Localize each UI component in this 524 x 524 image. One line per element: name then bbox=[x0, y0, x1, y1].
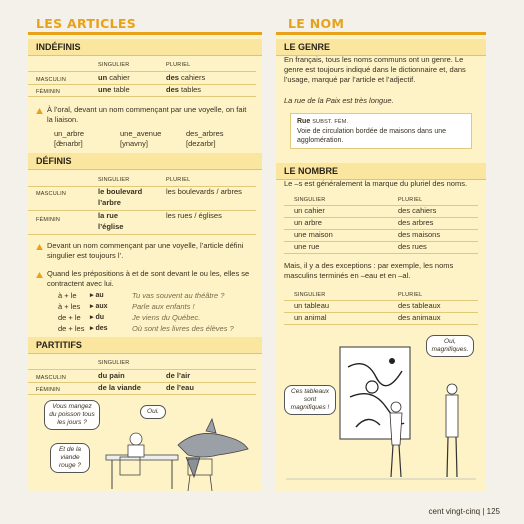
nombre-plur-4: des rues bbox=[398, 242, 427, 251]
part-label-masc: MASCULIN bbox=[36, 375, 67, 381]
articles-panel bbox=[28, 32, 262, 492]
contraction-ex-3: Je viens du Québec. bbox=[132, 313, 201, 322]
nombre-exceptions: Mais, il y a des exceptions : par exemple, les noms masculins terminés en –eau et en –al. bbox=[284, 261, 454, 280]
indef-label-fem: FÉMININ bbox=[36, 89, 61, 95]
def-col-sing: SINGULIER bbox=[98, 177, 130, 183]
contraction-ex-1: Tu vas souvent au théâtre ? bbox=[132, 291, 225, 300]
contraction-left-2: à + les bbox=[58, 302, 81, 311]
indef-masc-plur: des cahiers bbox=[166, 73, 206, 82]
genre-example: La rue de la Paix est très longue. bbox=[284, 96, 394, 105]
def-fem-plur: les rues / églises bbox=[166, 211, 222, 220]
nombre-sing-4: une rue bbox=[294, 242, 320, 251]
contraction-res-1: ▸ au bbox=[90, 292, 104, 299]
liaison-phon-3: [dezarbr] bbox=[186, 139, 216, 148]
liaison-word-1: un_arbre bbox=[54, 129, 85, 138]
contraction-res-2: ▸ aux bbox=[90, 303, 108, 310]
liaison-word-2: une_avenue bbox=[120, 129, 162, 138]
contraction-res-4: ▸ des bbox=[90, 325, 108, 332]
bubble-tableaux: Ces tableaux sont magnifiques ! bbox=[284, 385, 336, 415]
def-masc-sing2: l’arbre bbox=[98, 198, 121, 207]
page-footer: cent vingt-cinq | 125 bbox=[428, 507, 500, 516]
bubble-answer: Oui. bbox=[140, 405, 166, 419]
def-label-fem: FÉMININ bbox=[36, 217, 61, 223]
bubble-question-2: Et de la viande rouge ? bbox=[50, 443, 90, 473]
liaison-phon-2: [ynavny] bbox=[120, 139, 148, 148]
def-fem-sing1: la rue bbox=[98, 211, 119, 220]
part-fem-a: de la viande bbox=[98, 383, 141, 392]
nombre2-col-plur: PLURIEL bbox=[398, 292, 423, 298]
part-masc-a: du pain bbox=[98, 371, 125, 380]
nombre-col-plur: PLURIEL bbox=[398, 197, 423, 203]
bubble-oui: Oui, magnifiques. bbox=[426, 335, 474, 357]
liaison-phon-1: [œ̃narbr] bbox=[54, 139, 83, 148]
liaison-word-3: des_arbres bbox=[186, 129, 224, 138]
nombre-exc-sing-1: un tableau bbox=[294, 301, 330, 310]
nombre2-col-sing: SINGULIER bbox=[294, 292, 326, 298]
contraction-res-3: ▸ du bbox=[90, 314, 105, 321]
nom-panel bbox=[276, 32, 486, 492]
nombre-exc-sing-2: un animal bbox=[294, 313, 327, 322]
nombre-sing-1: un cahier bbox=[294, 206, 325, 215]
nombre-sing-3: une maison bbox=[294, 230, 333, 239]
definition-box bbox=[290, 113, 472, 149]
nombre-exc-plur-1: des tableaux bbox=[398, 301, 441, 310]
nombre-plur-1: des cahiers bbox=[398, 206, 437, 215]
def-masc-plur: les boulevards / arbres bbox=[166, 187, 242, 196]
nombre-plur-3: des maisons bbox=[398, 230, 441, 239]
note-icon bbox=[36, 108, 43, 114]
indef-note: À l’oral, devant un nom commençant par une voyelle, on fait la liaison. bbox=[47, 105, 247, 124]
note-icon bbox=[36, 244, 43, 250]
def-word: Rue bbox=[297, 118, 311, 125]
def-masc-sing1: le boulevard bbox=[98, 187, 143, 196]
part-label-fem: FÉMININ bbox=[36, 387, 61, 393]
contraction-ex-2: Parle aux enfants ! bbox=[132, 302, 195, 311]
indef-fem-sing: une table bbox=[98, 85, 130, 94]
def-note-1: Devant un nom commençant par une voyelle, l’article défini singulier est toujours l’. bbox=[47, 241, 244, 260]
def-tag: SUBST. FÉM. bbox=[312, 119, 349, 125]
note-icon bbox=[36, 272, 43, 278]
genre-heading: LE GENRE bbox=[276, 39, 486, 56]
def-text: Voie de circulation bordée de maisons dans une agglomération. bbox=[297, 128, 447, 144]
part-col-sing: SINGULIER bbox=[98, 360, 130, 366]
nombre-exc-plur-2: des animaux bbox=[398, 313, 441, 322]
contraction-left-3: de + le bbox=[58, 313, 81, 322]
nombre-col-sing: SINGULIER bbox=[294, 197, 326, 203]
def-label-masc: MASCULIN bbox=[36, 191, 67, 197]
definis-heading: DÉFINIS bbox=[28, 153, 262, 170]
contraction-left-4: de + les bbox=[58, 324, 85, 333]
indef-col-plur: PLURIEL bbox=[166, 62, 191, 68]
part-masc-b: de l’air bbox=[166, 371, 191, 380]
contraction-ex-4: Où sont les livres des élèves ? bbox=[132, 324, 234, 333]
left-section-title: LES ARTICLES bbox=[36, 16, 137, 31]
partitifs-heading: PARTITIFS bbox=[28, 337, 262, 354]
bubble-question-1: Vous mangez du poisson tous les jours ? bbox=[44, 400, 100, 430]
part-fem-b: de l’eau bbox=[166, 383, 194, 392]
indef-col-sing: SINGULIER bbox=[98, 62, 130, 68]
indef-fem-plur: des tables bbox=[166, 85, 202, 94]
nombre-sing-2: un arbre bbox=[294, 218, 322, 227]
nombre-text: Le –s est généralement la marque du pluriel des noms. bbox=[284, 179, 468, 188]
contraction-left-1: à + le bbox=[58, 291, 77, 300]
def-col-plur: PLURIEL bbox=[166, 177, 191, 183]
indef-masc-sing: un cahier bbox=[98, 73, 130, 82]
genre-text: En français, tous les noms communs ont un genre. Le genre est toujours indiqué dans le dictionnaire et, dans l’usage, marqué par l’article et l’adjectif. bbox=[284, 55, 466, 84]
right-section-title: LE NOM bbox=[288, 16, 345, 31]
def-fem-sing2: l’église bbox=[98, 222, 124, 231]
indefinis-heading: INDÉFINIS bbox=[28, 39, 262, 56]
nombre-heading: LE NOMBRE bbox=[276, 163, 486, 180]
indef-label-masc: MASCULIN bbox=[36, 77, 67, 83]
def-note-2: Quand les prépositions à et de sont devant le ou les, elles se contractent avec lui. bbox=[47, 269, 250, 288]
nombre-plur-2: des arbres bbox=[398, 218, 434, 227]
